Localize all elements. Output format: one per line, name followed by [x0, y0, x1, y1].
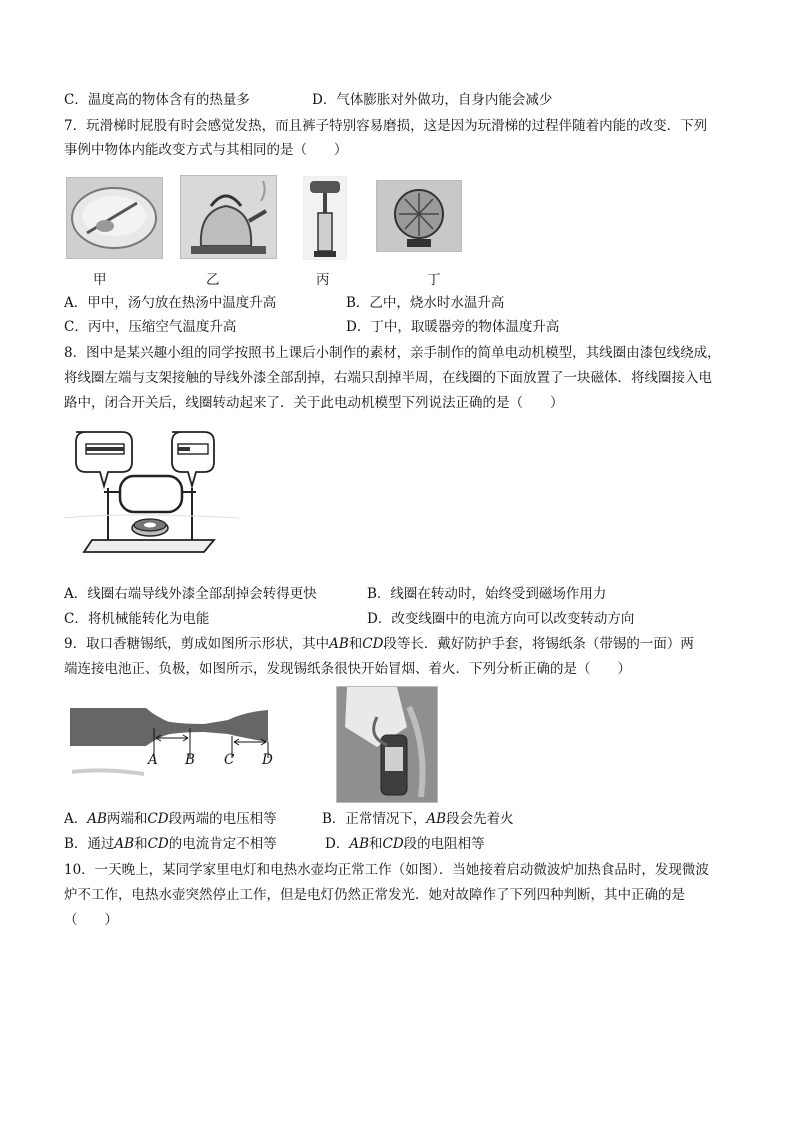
q9-foil-strip-diagram	[64, 702, 278, 802]
q7-image-bing	[303, 176, 347, 260]
q7-label-ding: 丁	[427, 272, 441, 288]
q9-opt-d-post: 段的电阻相等	[403, 836, 485, 852]
q8-option-c: C．将机械能转化为电能	[64, 611, 210, 627]
q6-option-c: C．温度高的物体含有的热量多	[64, 92, 250, 108]
q7-stem-line2: 事例中物体内能改变方式与其相同的是（ ）	[64, 142, 348, 158]
q9-option-a	[64, 809, 277, 829]
q7-option-d: D．丁中，取暖器旁的物体温度升高	[346, 319, 560, 335]
q9-opt-d-mid: 和	[369, 836, 383, 852]
q6-option-d: D．气体膨胀对外做功，自身内能会减少	[312, 92, 553, 108]
q9-opt-d-cd: CD	[382, 836, 404, 852]
q7-stem-line1: 7．玩滑梯时屁股有时会感觉发热，而且裤子特别容易磨损，这是因为玩滑梯的过程伴随着内能的改变．下列	[64, 118, 708, 134]
strip-label-b: B	[185, 752, 195, 768]
q7-image-jia	[66, 177, 163, 259]
q7-label-yi: 乙	[206, 272, 220, 288]
q8-stem-line1: 8．图中是某兴趣小组的同学按照书上课后小制作的素材，亲手制作的简单电动机模型，其线圈由漆包线绕成，	[64, 345, 721, 361]
q10-stem-line1: 10．一天晚上，某同学家里电灯和电热水壶均正常工作（如图）．当她接着启动微波炉加热食品时，发现微波	[64, 862, 709, 878]
q9-stem-pre: 9．取口香糖锡纸，剪成如图所示形状，其中	[64, 636, 330, 652]
q9-opt-b-pre: B．正常情况下，	[322, 811, 427, 827]
q7-option-b: B．乙中，烧水时水温升高	[346, 295, 505, 311]
q9-opt-c-mid: 和	[134, 836, 148, 852]
q9-opt-a-pre: A．	[64, 811, 88, 827]
q9-opt-a-mid: 两端和	[106, 811, 148, 827]
q9-opt-c-pre: B．通过	[64, 836, 115, 852]
q9-opt-c-post: 的电流肯定不相等	[168, 836, 277, 852]
q9-opt-b-ab: AB	[426, 811, 447, 827]
strip-label-c: C	[224, 752, 235, 768]
q9-opt-a-cd: CD	[147, 811, 169, 827]
q10-stem-line3: （ ）	[64, 912, 118, 928]
strip-label-a: A	[148, 752, 158, 768]
q9-option-c	[64, 834, 277, 854]
q9-opt-c-cd: CD	[147, 836, 169, 852]
q7-option-a: A．甲中，汤勺放在热汤中温度升高	[64, 295, 277, 311]
q9-stem-cd: CD	[362, 636, 384, 652]
q9-option-b	[322, 809, 514, 829]
q9-stem-post: 段等长．戴好防护手套，将锡纸条（带锡的一面）两	[383, 636, 694, 652]
q8-stem-line2: 将线圈左端与支架接触的导线外漆全部刮掉，右端只刮掉半周，在线圈的下面放置了一块磁体．将线圈接入电	[64, 370, 712, 386]
q9-opt-a-post: 段两端的电压相等	[168, 811, 277, 827]
q9-battery-photo	[336, 686, 438, 803]
q8-option-d: D．改变线圈中的电流方向可以改变转动方向	[367, 611, 635, 627]
q9-stem-line1	[64, 634, 694, 654]
q9-opt-a-ab: AB	[87, 811, 107, 827]
q9-opt-c-ab: AB	[114, 836, 135, 852]
q7-label-bing: 丙	[316, 272, 330, 288]
q10-stem-line2: 炉不工作，电热水壶突然停止工作，但是电灯仍然正常发光．她对故障作了下列四种判断，其中正确的是	[64, 887, 685, 903]
q8-stem-line3: 路中，闭合开关后，线圈转动起来了．关于此电动机模型下列说法正确的是（ ）	[64, 395, 564, 411]
q7-option-c: C．丙中，压缩空气温度升高	[64, 319, 237, 335]
q9-opt-d-ab: AB	[349, 836, 369, 852]
q9-opt-b-post: 段会先着火	[446, 811, 514, 827]
q8-option-b: B．线圈在转动时，始终受到磁场作用力	[367, 586, 607, 602]
q8-option-a: A．线圈右端导线外漆全部刮掉会转得更快	[64, 586, 317, 602]
q9-option-d	[325, 834, 485, 854]
q7-label-jia: 甲	[93, 272, 107, 288]
q9-stem-mid: 和	[348, 636, 363, 652]
q9-stem-ab: AB	[329, 636, 349, 652]
q8-motor-diagram	[64, 428, 244, 560]
strip-label-d: D	[262, 752, 273, 768]
q9-opt-d-pre: D．	[325, 836, 350, 852]
q7-image-yi	[180, 175, 277, 259]
q7-image-ding	[376, 180, 462, 252]
q9-stem-line2: 端连接电池正、负极，如图所示，发现锡纸条很快开始冒烟、着火．下列分析正确的是（ ）	[64, 661, 631, 677]
